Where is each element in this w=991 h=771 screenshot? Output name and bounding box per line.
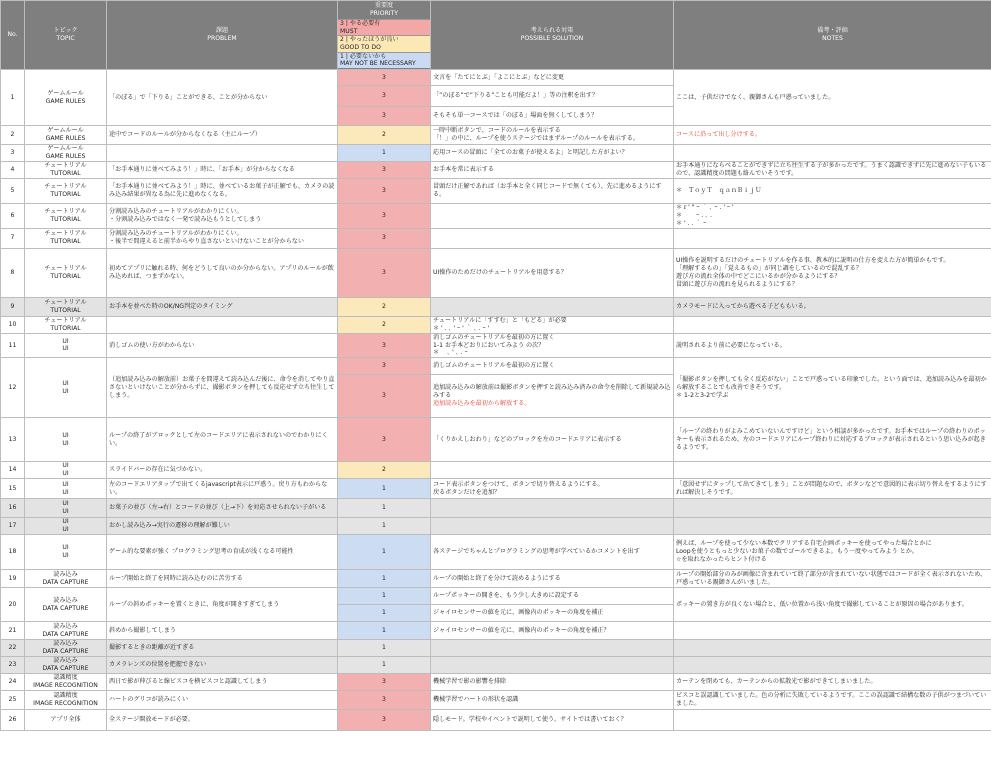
topic-cell[interactable] — [25, 709, 107, 730]
topic-en: UI — [62, 439, 69, 447]
solution-text: 一時中断ボタンで、コードのルールを表示する 「！」の中に、ループを使うステージではまずループのルールを表示する。 — [433, 127, 639, 142]
notes-cell[interactable]: ＊ ＴｏｙＴ ｑａｎＢｉｊＵ — [674, 178, 991, 203]
topic-cell[interactable] — [25, 248, 107, 297]
notes-cell[interactable]: ビスコと誤認識していました。色の分析に失敗しているようです。ここの誤認識で結構な数の子供がつまづいていました。 — [674, 690, 991, 709]
row-number-cell[interactable]: 22 — [1, 640, 25, 657]
topic-label-en: TOPIC — [56, 35, 75, 42]
table-row — [1, 316, 991, 333]
table-row — [1, 126, 991, 145]
priority-cell[interactable]: 1 — [338, 588, 431, 605]
topic-cell[interactable] — [25, 462, 107, 479]
problem-cell[interactable]: （追加読み込みの解放前）お菓子を間違えて読み込んだ後に、命令を消してやり直さないといけないことが分からずに、撮影ボタンを押しても反応せず立ち往生してしまう。 — [107, 358, 338, 418]
priority-cell[interactable]: 3 — [338, 375, 431, 418]
table-row — [1, 535, 991, 570]
problem-cell[interactable]: 撮影するときの距離が近すぎる — [107, 640, 338, 657]
problem-cell[interactable]: 「お手本通りに並べてみよう！」時に、並べているお菓子が正解でも、カメラの読み込み結果が異なる為に先に進めなくなる。 — [107, 178, 338, 203]
priority-cell[interactable]: 3 — [338, 86, 431, 107]
solution-cell[interactable] — [431, 535, 674, 570]
solution-cell[interactable] — [431, 145, 674, 162]
solution-cell[interactable] — [431, 203, 674, 228]
topic-en: UI — [62, 470, 69, 478]
col-problem-header[interactable] — [107, 1, 338, 70]
topic-cell[interactable] — [25, 297, 107, 316]
table-row — [1, 358, 991, 375]
priority-cell[interactable]: 2 — [338, 126, 431, 145]
row-number-cell[interactable]: 4 — [1, 161, 25, 178]
notes-cell[interactable] — [674, 640, 991, 657]
problem-cell[interactable]: 分割読み込みのチュートリアルがわかりにくい。 ・後半で間違えると前半からやり直さないといけないことが分からない — [107, 228, 338, 248]
topic-en: UI — [62, 488, 69, 496]
table-row — [1, 656, 991, 673]
topic-en: DATA CAPTURE — [42, 630, 89, 638]
row-number-cell[interactable]: 21 — [1, 622, 25, 640]
topic-cell[interactable] — [25, 479, 107, 499]
notes-cell[interactable]: 例えば、ループを使って少ない本数でクリアする自宅企画ポッキーを使ってやった場合とかに Loopを使うともっと少ないお菓子の数でゴールできるよ。もう一度やってみよう とか。 ☆を取れなかったらヒント付ける — [674, 535, 991, 570]
topic-ja: 認識精度 — [53, 673, 78, 681]
priority-cell[interactable]: 1 — [338, 605, 431, 622]
row-number-cell[interactable]: 17 — [1, 518, 25, 535]
priority-cell[interactable]: 3 — [338, 161, 431, 178]
topic-en: TUTORIAL — [50, 215, 81, 223]
solution-cell[interactable] — [431, 375, 674, 418]
solution-cell[interactable] — [431, 248, 674, 297]
priority-cell[interactable]: 3 — [338, 248, 431, 297]
legend-not-necessary — [338, 52, 430, 68]
topic-en: IMAGE RECOGNITION — [33, 681, 98, 689]
table-row — [1, 640, 991, 657]
topic-cell[interactable] — [25, 178, 107, 203]
topic-ja: UI — [62, 379, 69, 387]
row-number-cell[interactable]: 23 — [1, 656, 25, 673]
solution-text: UI操作のためだけのチュートリアルを用意する？ — [433, 268, 567, 276]
topic-en: GAME RULES — [45, 135, 86, 142]
topic-cell[interactable] — [25, 518, 107, 535]
legend-good-to-do — [338, 35, 430, 51]
no-label: No. — [7, 31, 18, 39]
solution-text: お手本を常に表示する — [433, 165, 494, 173]
solution-cell[interactable] — [431, 228, 674, 248]
notes-cell[interactable] — [674, 316, 991, 333]
table-row — [1, 248, 991, 297]
table-row — [1, 418, 991, 462]
solution-cell[interactable] — [431, 588, 674, 605]
legend-good-en: GOOD TO DO — [340, 44, 381, 52]
priority-label-en: PRIORITY — [370, 9, 398, 17]
topic-cell[interactable] — [25, 203, 107, 228]
solution-cell[interactable] — [431, 690, 674, 709]
notes-cell[interactable]: UI操作を説明するだけのチュートリアルを作る事、教本的に説明の仕方を変えた方が簡単かもです。 「理解するもの」「覚えるもの」が同じ調をしているので混乱する？ 遊び方の流れ全体の中でどこにいるかが分かるようにする？ 冒頭に遊び方の流れを見られるようにする？ — [674, 248, 991, 297]
topic-en: TUTORIAL — [50, 238, 81, 246]
row-number-cell[interactable]: 7 — [1, 228, 25, 248]
priority-cell[interactable]: 3 — [338, 178, 431, 203]
topic-en: TUTORIAL — [50, 169, 81, 177]
topic-ja: 読み込み — [53, 622, 78, 630]
topic-en: TUTORIAL — [50, 190, 81, 198]
topic-cell[interactable] — [25, 228, 107, 248]
legend-good-ja: 2 | やったほうが良い — [340, 36, 399, 44]
topic-en: UI — [62, 345, 69, 353]
notes-cell[interactable]: ループの開始部分のみが画像に含まれていて終了部分が含まれていない状態ではコードが全く表示されないため、戸惑っている親御さんがいました。 — [674, 570, 991, 588]
topic-en: UI — [62, 387, 69, 395]
table-row — [1, 70, 991, 86]
row-number-cell[interactable]: 8 — [1, 248, 25, 297]
topic-cell[interactable] — [25, 588, 107, 622]
notes-cell[interactable]: カメラモードに入ってから遊べる子どももいる。 — [674, 297, 991, 316]
row-number-cell[interactable]: 10 — [1, 316, 25, 333]
topic-ja: 読み込み — [53, 570, 78, 578]
problem-cell[interactable]: スライドバーの存在に気づかない。 — [107, 462, 338, 479]
solution-text: 機械学習でハートの形状を認識 — [433, 695, 519, 703]
problem-cell[interactable] — [107, 145, 338, 162]
row-number-cell[interactable]: 15 — [1, 479, 25, 499]
problem-cell[interactable]: 全ステージ開放モードが必要。 — [107, 709, 338, 730]
notes-cell[interactable] — [674, 709, 991, 730]
notes-cell[interactable]: カーテンを閉めても、カーテンからの拡散光で影ができてしまいました。 — [674, 673, 991, 690]
topic-ja: UI — [62, 518, 69, 526]
solution-cell[interactable] — [431, 107, 674, 126]
col-priority-header[interactable] — [338, 1, 431, 70]
solution-cell[interactable] — [431, 418, 674, 462]
solution-cell[interactable] — [431, 126, 674, 145]
notes-cell[interactable]: お手本通りにならべることができずに立ち往生する子が多かったです。うまく認識できずに先に進めない子もいるので、認識精度の問題も絡んでいそうです。 — [674, 161, 991, 178]
legend-notnec-en: MAY NOT BE NECESSARY — [340, 60, 416, 68]
problem-label-en: PROBLEM — [207, 35, 237, 42]
row-number-cell[interactable]: 16 — [1, 499, 25, 518]
priority-cell[interactable]: 1 — [338, 479, 431, 499]
notes-cell[interactable] — [674, 656, 991, 673]
solution-cell[interactable] — [431, 518, 674, 535]
solution-text: 追加読み込みの解放前は撮影ボタンを押すと読み込み済みの命令を削除して新規読み込みする — [433, 384, 671, 400]
priority-cell[interactable]: 1 — [338, 570, 431, 588]
topic-ja: UI — [62, 544, 69, 552]
problem-cell[interactable]: おかし読み込み→実行の遷移の理解が難しい — [107, 518, 338, 535]
problem-cell[interactable]: カメラレンズの位置を把握できない — [107, 656, 338, 673]
priority-cell[interactable]: 1 — [338, 622, 431, 640]
table-row — [1, 161, 991, 178]
legend-notnec-ja: 1 | 必要ないかも — [340, 52, 387, 60]
topic-en: DATA CAPTURE — [42, 604, 89, 612]
problem-cell[interactable]: 途中でコードのルールが分からなくなる（主にループ） — [107, 126, 338, 145]
topic-cell[interactable] — [25, 70, 107, 126]
topic-ja: 読み込み — [53, 656, 78, 664]
problem-cell[interactable]: ループの終了がブロックとして左のコードエリアに表示されないのでわかりにくい。 — [107, 418, 338, 462]
topic-ja: UI — [62, 431, 69, 439]
legend-must-en: MUST — [340, 27, 358, 35]
row-number-cell[interactable]: 2 — [1, 126, 25, 145]
solution-cell[interactable] — [431, 622, 674, 640]
topic-en: IMAGE RECOGNITION — [33, 699, 98, 707]
solution-text: 「”のぼる”で”下りる”ことも可能だよ！」等の注釈を出す？ — [433, 92, 598, 100]
topic-ja: 読み込み — [53, 596, 78, 604]
notes-cell[interactable]: 「ループの終わりがよみこめていないんですけど」という相談が多かったです。お手本ではループの終わりのポッキーも表示されるため、左のコードエリアにループ終わりに対応するブロックが表示されるという思い込みが起きるようです。 — [674, 418, 991, 462]
problem-label-ja: 課題 — [215, 27, 229, 35]
solution-cell[interactable] — [431, 640, 674, 657]
priority-cell[interactable]: 1 — [338, 535, 431, 570]
problem-cell[interactable]: ゲーム的な要素が強く プログラミング思考の育成が浅くなる可能性 — [107, 535, 338, 570]
priority-cell[interactable]: 3 — [338, 418, 431, 462]
problem-cell[interactable]: お菓子の並び（左→右）とコードの並び（上→下）を対応させられない子がいる — [107, 499, 338, 518]
problem-cell[interactable]: ハートのグリコが読みにくい — [107, 690, 338, 709]
topic-en: DATA CAPTURE — [42, 664, 89, 672]
notes-cell[interactable]: 説明されるより前に必要になっている。 — [674, 333, 991, 358]
topic-ja: ゲームルール — [47, 127, 84, 135]
notes-cell[interactable]: 「意図せずにタップして出てきてしまう」ことが問題なので、ボタンなどで意図的に表示切り替えをするようにすれば解決しそうです。 — [674, 479, 991, 499]
topic-cell[interactable] — [25, 690, 107, 709]
solution-cell[interactable] — [431, 333, 674, 358]
notes-cell[interactable]: 「撮影ボタンを押しても全く反応がない」ことで戸惑っている印象でした。という面では、追加読み込みを最初から解放することでも改善できそうです。 ＊ 1-2と3-2で学ぶ — [674, 358, 991, 418]
solution-text: 消しゴムのチュートリアルを最初の方に置く 1-1 お手本どおりにおいてみよう の次？ ＊ ､ ' ､ . ｰ — [433, 333, 555, 357]
table-row — [1, 709, 991, 730]
solution-cell[interactable] — [431, 605, 674, 622]
solution-cell[interactable] — [431, 499, 674, 518]
priority-label-ja: 重要度 — [374, 2, 394, 9]
legend-must-ja: 3 | やる必要有 — [340, 20, 381, 28]
table-row — [1, 622, 991, 640]
notes-cell[interactable] — [674, 462, 991, 479]
topic-en: DATA CAPTURE — [42, 647, 89, 655]
topic-cell[interactable] — [25, 316, 107, 333]
problem-cell[interactable]: 西日で影が伸びると線ビスコを横ビスコと認識してしまう — [107, 673, 338, 690]
problem-cell[interactable]: 「お手本通りに並べてみよう！」時に、「お手本」が分からなくなる — [107, 161, 338, 178]
solution-text: 各ステージでちゃんとプログラミングの思考が学べているかコメントを出す — [433, 548, 640, 556]
table-row — [1, 297, 991, 316]
row-number-cell[interactable]: 18 — [1, 535, 25, 570]
priority-cell[interactable]: 1 — [338, 145, 431, 162]
problem-cell[interactable]: 斜めから撮影してしまう — [107, 622, 338, 640]
row-number-cell[interactable]: 13 — [1, 418, 25, 462]
solution-label-en: POSSIBLE SOLUTION — [520, 35, 584, 42]
priority-cell[interactable]: 2 — [338, 316, 431, 333]
solution-cell[interactable] — [431, 86, 674, 107]
table-row — [1, 145, 991, 162]
solution-text: 「くりかえしおわり」などのブロックを左のコードエリアに表示する — [433, 435, 622, 443]
topic-cell[interactable] — [25, 640, 107, 657]
table-row — [1, 690, 991, 709]
row-number-cell[interactable]: 19 — [1, 570, 25, 588]
topic-ja: チュートリアル — [44, 182, 87, 190]
topic-en: GAME RULES — [45, 152, 86, 160]
notes-cell[interactable]: ポッキーの置き方が良くない場合と、低い位置から浅い角度で撮影していることが原因の場合があります。 — [674, 588, 991, 622]
notes-cell[interactable] — [674, 518, 991, 535]
notes-cell[interactable]: ＊ｒ' " ｰ ｀ ､ ｰ . ' ｰ ' ＊ ｰ . ､ . ＊ ' . . ｀ ｰ — [674, 203, 991, 228]
solution-text: ジャイロセンサーの値を元に、画像内のポッキーの角度を補正？ — [433, 626, 610, 634]
priority-cell[interactable]: 3 — [338, 228, 431, 248]
topic-cell[interactable] — [25, 673, 107, 690]
table-row — [1, 499, 991, 518]
legend-must — [338, 19, 430, 35]
col-notes-header[interactable] — [674, 1, 991, 70]
topic-ja: UI — [62, 480, 69, 488]
solution-text: 消しゴムのチュートリアルを最初の方に置く — [433, 362, 555, 370]
problem-cell[interactable]: 消しゴムの使い方がわからない — [107, 333, 338, 358]
solution-cell[interactable] — [431, 316, 674, 333]
topic-cell[interactable] — [25, 535, 107, 570]
solution-text: ループの開始と終了を分けて読めるようにする — [433, 574, 561, 582]
priority-cell[interactable]: 3 — [338, 709, 431, 730]
topic-ja: UI — [62, 462, 69, 470]
priority-cell[interactable]: 2 — [338, 462, 431, 479]
topic-ja: UI — [62, 337, 69, 345]
topic-ja: ゲームルール — [47, 89, 84, 97]
row-number-cell[interactable]: 1 — [1, 70, 25, 126]
solution-text: 隠しモード。学校やイベントで説明して使う。サイトでは書いておく？ — [433, 715, 627, 723]
notes-cell[interactable] — [674, 228, 991, 248]
row-number-cell[interactable]: 3 — [1, 145, 25, 162]
solution-cell[interactable] — [431, 673, 674, 690]
solution-cell[interactable] — [431, 570, 674, 588]
problem-cell[interactable]: 分割読み込みのチュートリアルがわかりにくい。 ・分割読み込みではなく一発で読み込もうとしてしまう — [107, 203, 338, 228]
solution-cell[interactable] — [431, 70, 674, 86]
priority-cell[interactable]: 1 — [338, 499, 431, 518]
row-number-cell[interactable]: 25 — [1, 690, 25, 709]
row-number-cell[interactable]: 12 — [1, 358, 25, 418]
topic-cell[interactable] — [25, 145, 107, 162]
solution-text: コード表示ボタンをつけて、ボタンで切り替えるようにする。 戻るボタンだけを追加？ — [433, 480, 604, 496]
priority-cell[interactable]: 3 — [338, 203, 431, 228]
row-number-cell[interactable]: 26 — [1, 709, 25, 730]
topic-ja: チュートリアル — [44, 207, 87, 215]
notes-label-en: NOTES — [822, 35, 843, 42]
topic-ja: ゲームルール — [47, 145, 84, 152]
topic-cell[interactable] — [25, 161, 107, 178]
topic-ja: UI — [62, 500, 69, 508]
topic-en: TUTORIAL — [50, 324, 81, 332]
notes-label-ja: 備考・評価 — [817, 27, 848, 35]
topic-ja: アプリ全体 — [50, 715, 81, 723]
topic-en: UI — [62, 552, 69, 560]
topic-en: GAME RULES — [45, 97, 86, 105]
topic-ja: チュートリアル — [44, 230, 87, 238]
topic-ja: 読み込み — [53, 640, 78, 648]
problem-cell[interactable]: 「のぼる」で「下りる」ことができる、ことが分からない — [107, 70, 338, 126]
row-number-cell[interactable]: 14 — [1, 462, 25, 479]
col-no-header[interactable] — [1, 1, 25, 70]
table-row — [1, 228, 991, 248]
solution-text: そもそも単一コースでは「のぼる」場面を無くしてしまう？ — [433, 112, 598, 120]
col-topic-header[interactable] — [25, 1, 107, 70]
topic-ja: チュートリアル — [44, 316, 87, 324]
problem-cell[interactable]: お手本を並べた時のOK/NG判定のタイミング — [107, 297, 338, 316]
topic-ja: 認識精度 — [53, 691, 78, 699]
table-row — [1, 462, 991, 479]
solution-cell[interactable] — [431, 709, 674, 730]
solution-text: 冒頭だけ正解であれば（お手本と全く同じコードで無くても）、先に進めるようにする。 — [433, 182, 662, 198]
solution-text-highlight: 追加読み込みを最初から解放する。 — [433, 400, 531, 408]
priority-cell[interactable]: 2 — [338, 297, 431, 316]
topic-cell[interactable] — [25, 358, 107, 418]
solution-text: 機械学習で影の影響を排除 — [433, 677, 507, 685]
solution-cell[interactable] — [431, 178, 674, 203]
topic-cell[interactable] — [25, 570, 107, 588]
table-row — [1, 673, 991, 690]
row-number-cell[interactable]: 6 — [1, 203, 25, 228]
topic-en: TUTORIAL — [50, 306, 81, 314]
topic-en: UI — [62, 526, 69, 534]
problem-cell[interactable]: 左のコードエリアタップで出てくるjavascript表示に戸惑う。戻り方もわからない。 — [107, 479, 338, 499]
priority-cell[interactable]: 3 — [338, 358, 431, 375]
table-row — [1, 570, 991, 588]
topic-cell[interactable] — [25, 333, 107, 358]
row-number-cell[interactable]: 20 — [1, 588, 25, 622]
solution-cell[interactable] — [431, 161, 674, 178]
solution-cell[interactable] — [431, 656, 674, 673]
problem-cell[interactable]: ループの斜めポッキーを置くときに、角度が開きすぎてしまう — [107, 588, 338, 622]
topic-ja: チュートリアル — [44, 298, 87, 306]
priority-cell[interactable]: 3 — [338, 333, 431, 358]
topic-cell[interactable] — [25, 126, 107, 145]
table-row — [1, 479, 991, 499]
solution-cell[interactable] — [431, 462, 674, 479]
priority-cell[interactable]: 3 — [338, 673, 431, 690]
row-number-cell[interactable]: 24 — [1, 673, 25, 690]
priority-cell[interactable]: 3 — [338, 690, 431, 709]
table-row — [1, 178, 991, 203]
header-row — [1, 1, 991, 70]
solution-cell[interactable] — [431, 297, 674, 316]
solution-cell[interactable] — [431, 479, 674, 499]
table-row — [1, 518, 991, 535]
topic-ja: チュートリアル — [44, 264, 87, 272]
solution-text: チュートリアルに「すすむ」と「もどる」が必要 ＊ ' . ､ ' ｰ ' ｀ ､ . ｰ ' — [433, 316, 567, 332]
priority-cell[interactable]: 1 — [338, 640, 431, 657]
row-number-cell[interactable]: 5 — [1, 178, 25, 203]
notes-cell[interactable] — [674, 145, 991, 162]
topic-en: DATA CAPTURE — [42, 578, 89, 586]
priority-cell[interactable]: 1 — [338, 656, 431, 673]
table-row — [1, 333, 991, 358]
topic-en: TUTORIAL — [50, 272, 81, 280]
solution-label-ja: 考えられる対策 — [530, 27, 574, 35]
topic-label-ja: トピック — [53, 27, 78, 35]
table-row — [1, 203, 991, 228]
problem-cell[interactable] — [107, 316, 338, 333]
solution-text: ループポッキーの開きを、もう少し大きめに設定する — [433, 592, 579, 600]
topic-cell[interactable] — [25, 622, 107, 640]
row-number-cell[interactable]: 9 — [1, 297, 25, 316]
notes-cell[interactable]: ここは、子供だけでなく、親御さんも戸惑っていました。 — [674, 70, 991, 126]
row-number-cell[interactable]: 11 — [1, 333, 25, 358]
notes-cell[interactable] — [674, 622, 991, 640]
solution-cell[interactable] — [431, 358, 674, 375]
topic-cell[interactable] — [25, 499, 107, 518]
solution-text: 文言を「たてにとぶ」「よこにとぶ」などに変更 — [433, 73, 565, 81]
notes-cell[interactable]: コースに沿って出し分けする。 — [674, 126, 991, 145]
priority-cell[interactable]: 3 — [338, 70, 431, 86]
table-row — [1, 588, 991, 605]
priority-cell[interactable]: 1 — [338, 518, 431, 535]
solution-text: ジャイロセンサーの値を元に、画像内のポッキーの角度を補正 — [433, 609, 604, 617]
topic-en: UI — [62, 508, 69, 516]
notes-cell[interactable] — [674, 499, 991, 518]
problem-cell[interactable]: ループ開始と終了を同時に読み込むのに苦労する — [107, 570, 338, 588]
topic-cell[interactable] — [25, 418, 107, 462]
solution-text: 応用コースの冒頭に「全てのお菓子が使えるよ」と明記した方がよい？ — [433, 148, 628, 156]
problem-cell[interactable]: 初めてアプリに触れる時、何をどうして良いのか分からない。アプリのルールが飲み込めれば、つまずかない。 — [107, 248, 338, 297]
col-solution-header[interactable] — [431, 1, 674, 70]
topic-cell[interactable] — [25, 656, 107, 673]
topic-ja: チュートリアル — [44, 161, 87, 169]
priority-cell[interactable]: 3 — [338, 107, 431, 126]
